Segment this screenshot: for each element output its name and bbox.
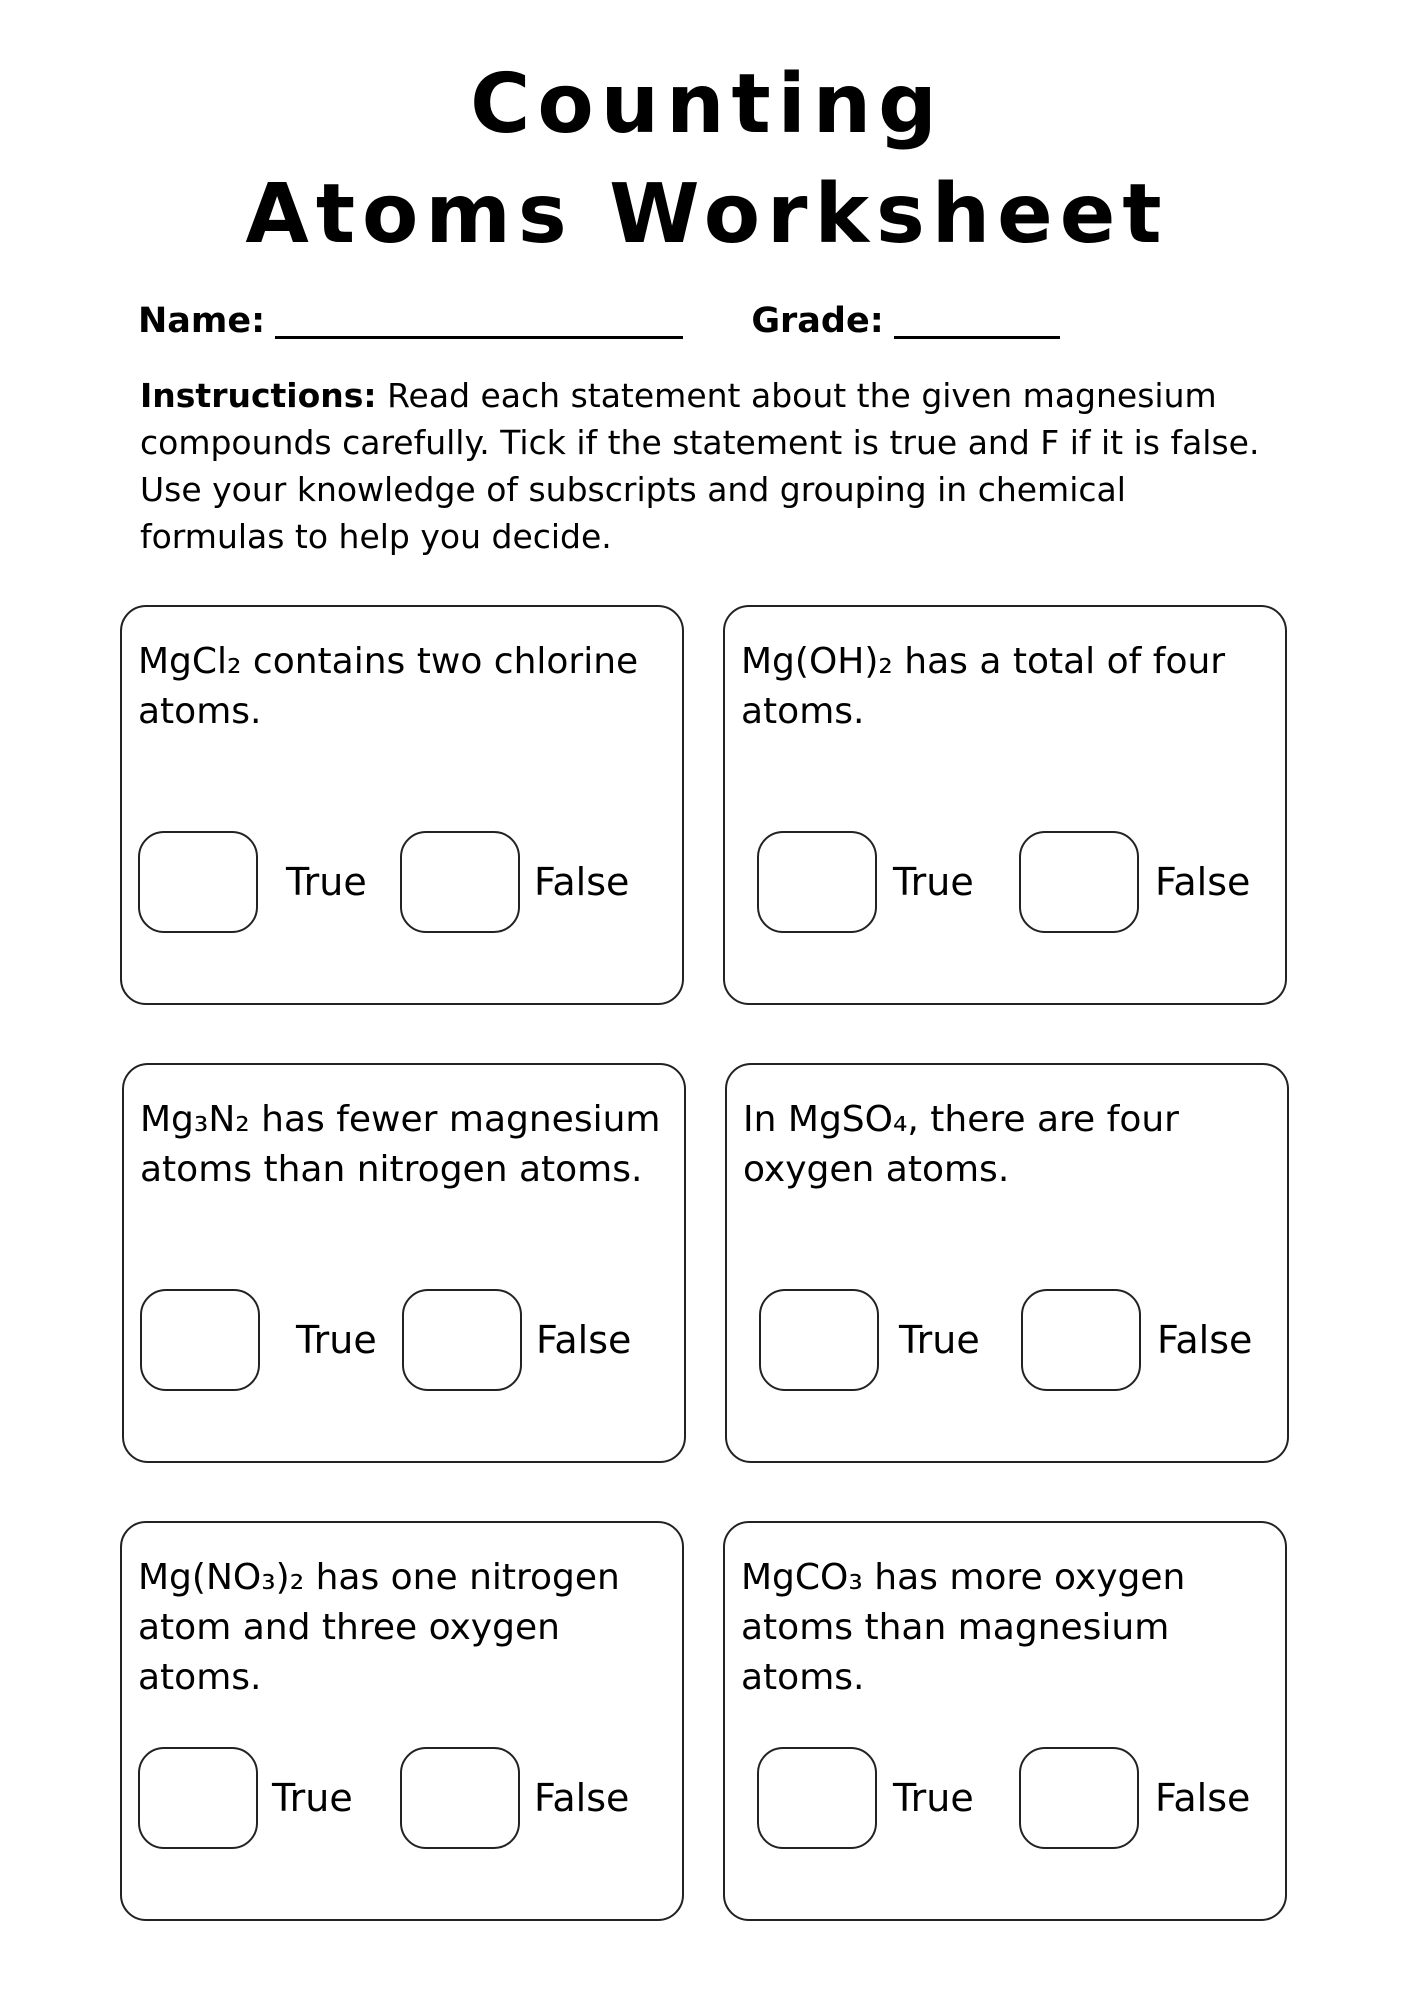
statement-text: MgCO₃ has more oxygen atoms than magnesium atoms. (741, 1557, 1186, 1698)
false-label: False (534, 1776, 630, 1820)
statement-text: Mg(OH)₂ has a total of four atoms. (741, 641, 1226, 732)
statement-card-2 (723, 605, 1287, 1005)
false-checkbox[interactable] (1019, 831, 1139, 933)
true-label: True (899, 1318, 980, 1362)
statement-card-1 (120, 605, 684, 1005)
statement-text: Mg₃N₂ has fewer magnesium atoms than nitrogen atoms. (140, 1099, 661, 1190)
grade-label: Grade: (751, 301, 884, 341)
instructions-text: Read each statement about the given magnesium compounds carefully. Tick if the statement is true and F if it is false. Use your knowledge of subscripts and grouping in chemical formulas to help you decide. (140, 376, 1260, 556)
statement-card-6 (723, 1521, 1287, 1921)
false-checkbox[interactable] (402, 1289, 522, 1391)
false-label: False (1155, 860, 1251, 904)
instructions (140, 372, 1270, 560)
statement-text: Mg(NO₃)₂ has one nitrogen atom and three oxygen atoms. (138, 1557, 620, 1698)
true-label: True (296, 1318, 377, 1362)
student-fields (138, 300, 1060, 339)
false-label: False (1157, 1318, 1253, 1362)
true-checkbox[interactable] (138, 831, 258, 933)
false-checkbox[interactable] (400, 831, 520, 933)
name-label: Name: (138, 301, 266, 341)
statement-text: MgCl₂ contains two chlorine atoms. (138, 641, 639, 732)
false-label: False (1155, 1776, 1251, 1820)
instructions-label: Instructions: (140, 376, 377, 415)
true-checkbox[interactable] (759, 1289, 879, 1391)
true-label: True (893, 1776, 974, 1820)
true-label: True (272, 1776, 353, 1820)
true-label: True (286, 860, 367, 904)
true-checkbox[interactable] (138, 1747, 258, 1849)
false-label: False (536, 1318, 632, 1362)
statement-card-3 (122, 1063, 686, 1463)
false-label: False (534, 860, 630, 904)
false-checkbox[interactable] (400, 1747, 520, 1849)
false-checkbox[interactable] (1021, 1289, 1141, 1391)
true-checkbox[interactable] (757, 831, 877, 933)
true-label: True (893, 860, 974, 904)
title-line-1: Counting (470, 57, 944, 152)
false-checkbox[interactable] (1019, 1747, 1139, 1849)
true-checkbox[interactable] (757, 1747, 877, 1849)
statement-text: In MgSO₄, there are four oxygen atoms. (743, 1099, 1179, 1190)
grade-field[interactable] (894, 300, 1060, 339)
statement-card-4 (725, 1063, 1289, 1463)
statement-card-5 (120, 1521, 684, 1921)
name-field[interactable] (275, 300, 683, 339)
true-checkbox[interactable] (140, 1289, 260, 1391)
title-line-2: Atoms Worksheet (245, 167, 1169, 262)
